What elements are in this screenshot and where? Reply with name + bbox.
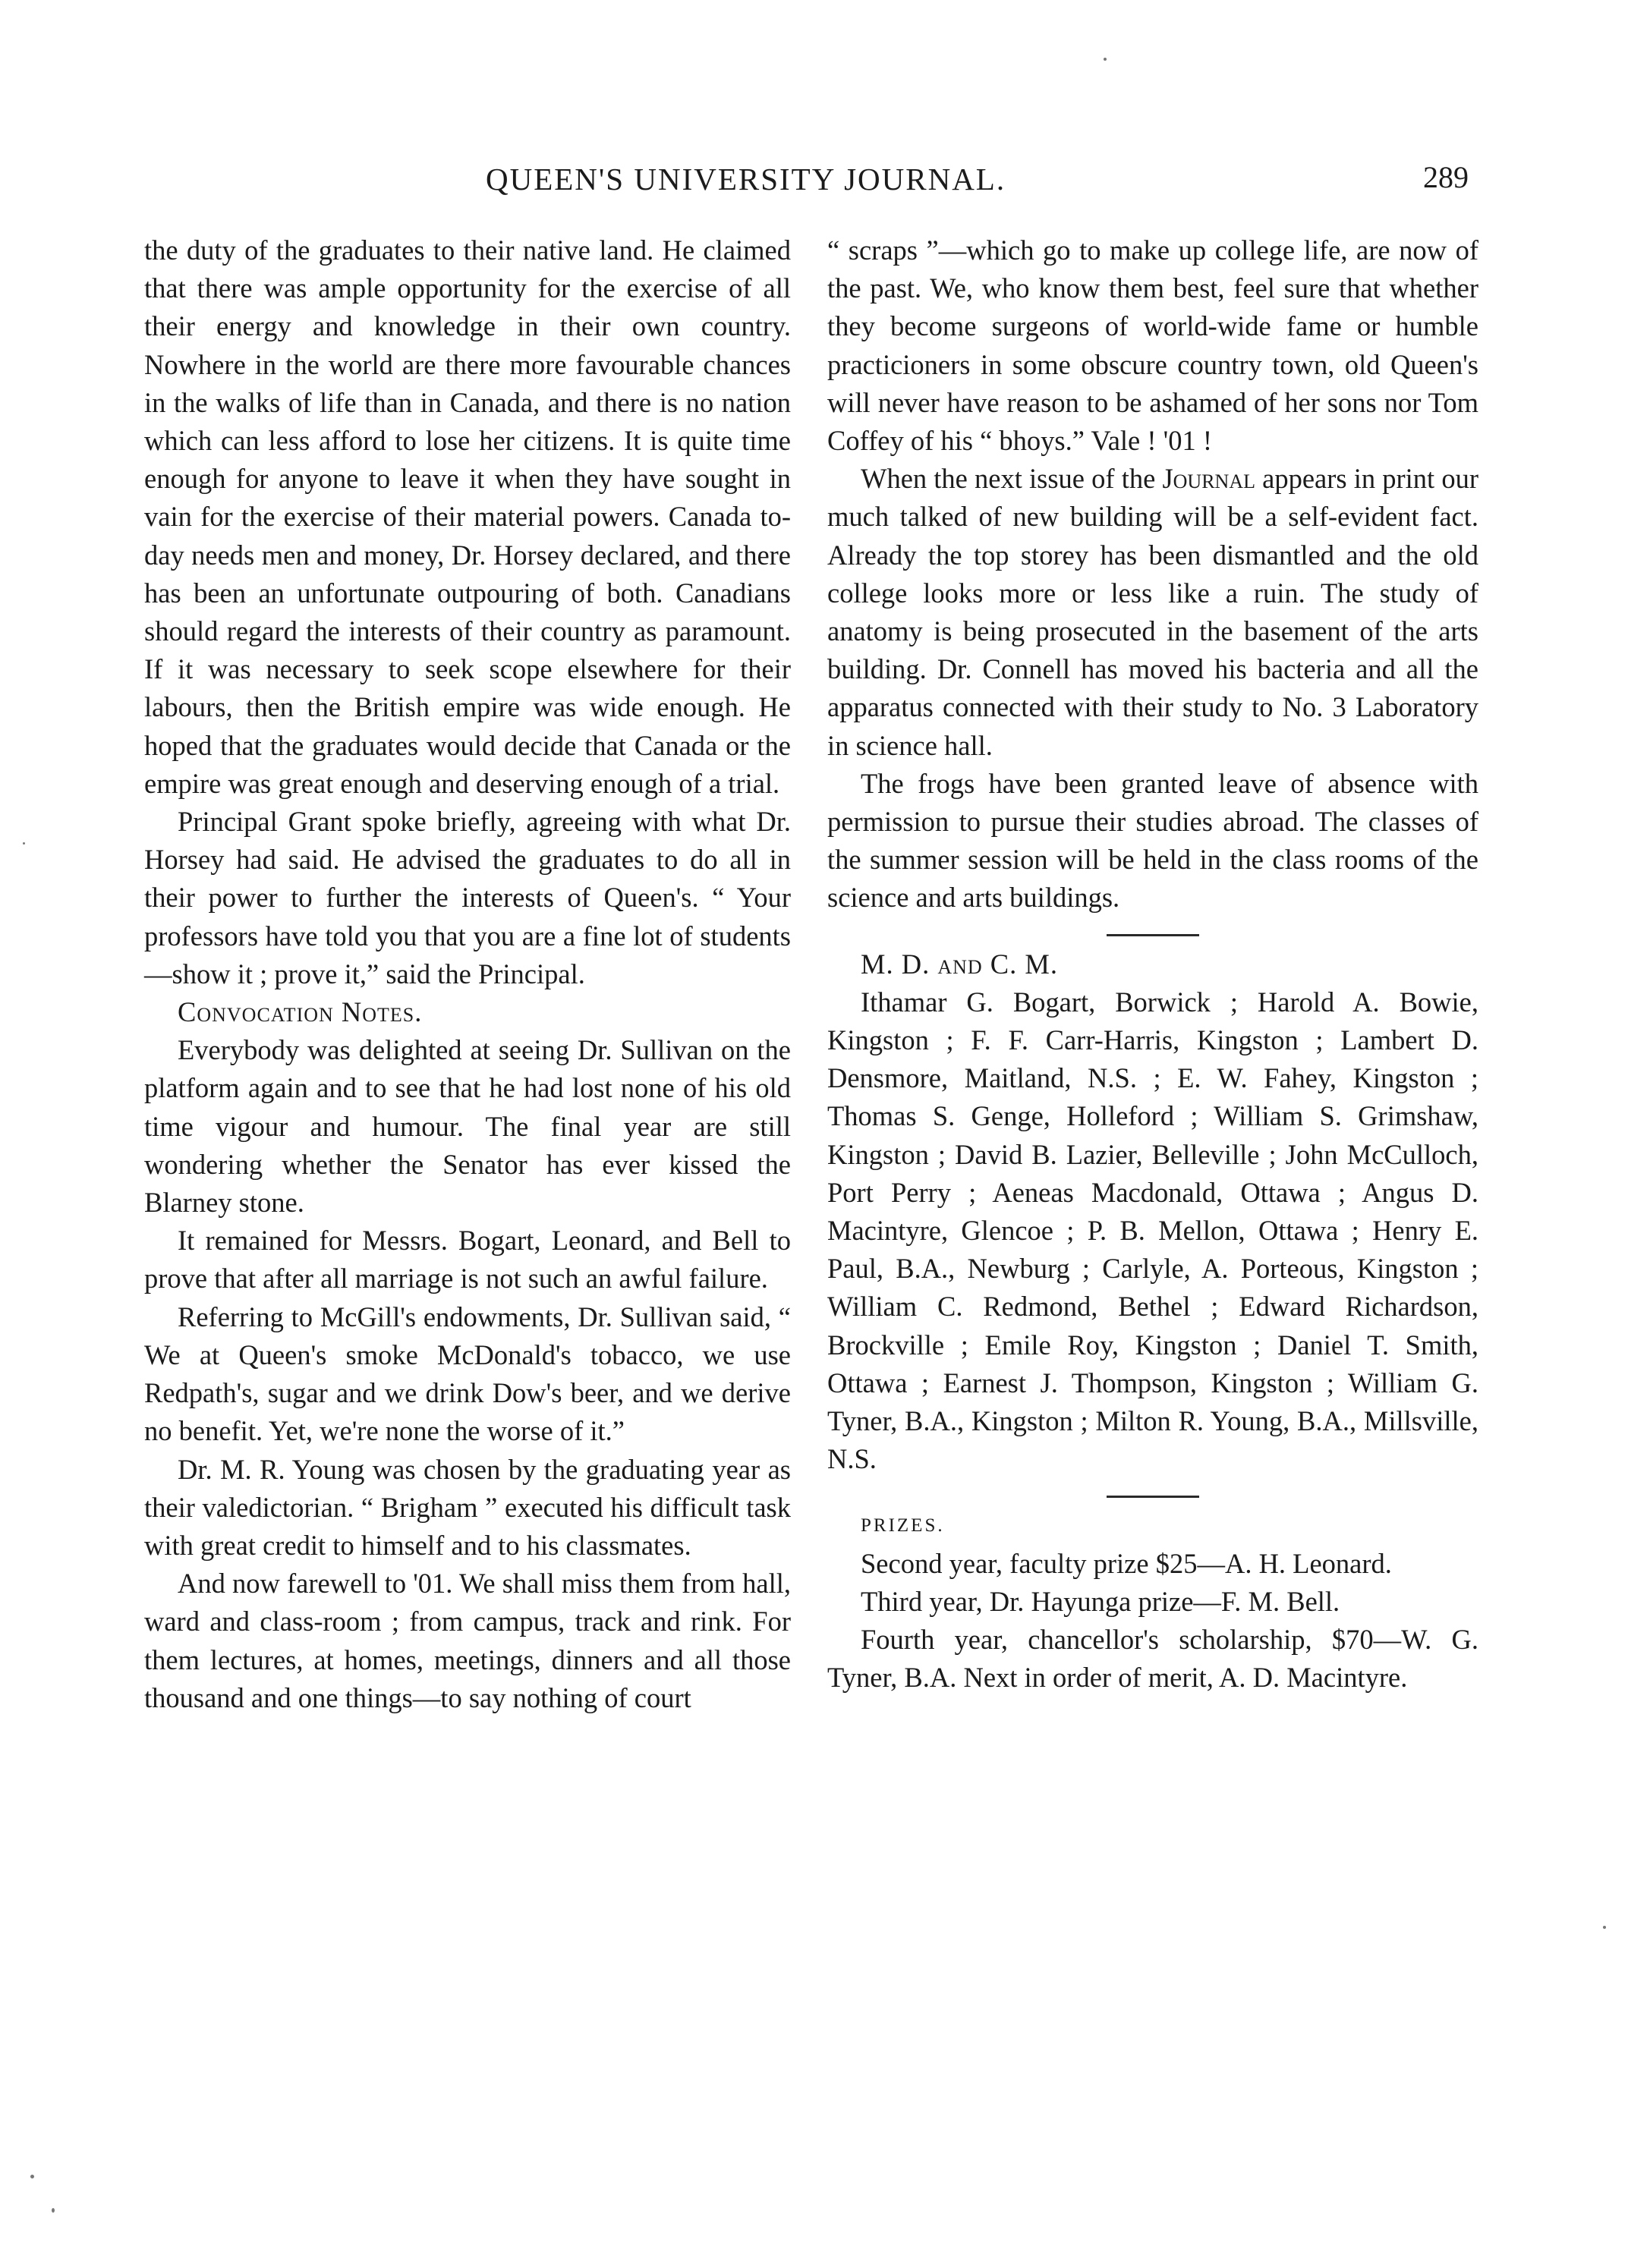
prize-fourth-year: Fourth year, chancellor's scholarship, $70—W. G. Tyner, B.A. Next in order of merit, A. D. Macintyre. (827, 1624, 1478, 1694)
running-head: QUEEN'S UNIVERSITY JOURNAL. (486, 162, 1006, 197)
section-divider (1107, 934, 1199, 936)
prize-third-year: Third year, Dr. Hayunga prize—F. M. Bell. (861, 1585, 1340, 1617)
prize-second-year: Second year, faculty prize $25—A. H. Leonard. (861, 1547, 1392, 1579)
paragraph-sullivan-platform: Everybody was delighted at seeing Dr. Sullivan on the platform again and to see that he had lost none of his old time vigour and humour. The final year are still wondering whether the Senator has ever kissed the Blarney stone. (144, 1034, 791, 1219)
section-divider (1107, 1496, 1199, 1498)
graduates-list: Ithamar G. Bogart, Borwick ; Harold A. Bowie, Kingston ; F. F. Carr-Harris, Kingston ; Lambert D. Densmore, Maitland, N.S. ; E. W. Fahey, Kingston ; Thomas S. Genge, Holleford ; William S. Grimshaw, Kingston ; David B. Lazier, Belleville ; John McCulloch, Port Perry ; Aeneas Macdonald, Ottawa ; Angus D. Macintyre, Glencoe ; P. B. Mellon, Ottawa ; Henry E. Paul, B.A., Newburg ; Carlyle, A. Porteous, Kingston ; William C. Redmond, Bethel ; Edward Richardson, Brockville ; Emile Roy, Kingston ; Daniel T. Smith, Ottawa ; Earnest J. Thompson, Kingston ; William G. Tyner, B.A., Kingston ; Milton R. Young, B.A., Millsville, N.S. (827, 986, 1478, 1475)
paper-speck (1603, 1926, 1606, 1929)
paragraph-principal-grant: Principal Grant spoke briefly, agreeing with what Dr. Horsey had said. He advised the graduates to do all in their power to further the interests of Queen's. “ Your professors have told you that you are a fine lot of students—show it ; prove it,” said the Principal. (144, 806, 791, 989)
paragraph-farewell: And now farewell to '01. We shall miss them from hall, ward and class-room ; from campus, track and rink. For them lectures, at homes, meetings, dinners and all those thousand and one things—to say nothing of court (144, 1568, 791, 1713)
paragraph-frogs: The frogs have been granted leave of absence with permission to pursue their studies abroad. The classes of the summer session will be held in the class rooms of the science and arts buildings. (827, 767, 1478, 914)
paper-speck (52, 2208, 55, 2213)
new-building-text-start: When the next issue of the (861, 463, 1163, 495)
paper-speck (23, 842, 25, 845)
paragraph-scraps: “ scraps ”—which go to make up college life, are now of the past. We, who know them best, feel sure that whether they become surgeons of world-wide fame or humble practicioners in some obscure country town, old Queen's will never have reason to be ashamed of her sons nor Tom Coffey of his “ bhoys.” Vale ! '01 ! (827, 234, 1478, 457)
prizes-heading: PRIZES. (861, 1515, 945, 1536)
paragraph-new-building (827, 460, 1478, 765)
page-number: 289 (1423, 160, 1469, 194)
paper-speck (1104, 58, 1107, 61)
right-column (827, 231, 1478, 1697)
paragraph-valedictorian: Dr. M. R. Young was chosen by the graduating year as their valedictorian. “ Brigham ” executed his difficult task with great credit to himself and to his classmates. (144, 1453, 791, 1561)
convocation-notes-heading: Convocation Notes. (178, 996, 423, 1028)
paper-speck (30, 2175, 34, 2178)
journal-name: Journal (1162, 463, 1255, 495)
left-column (144, 231, 791, 1717)
paragraph-mcgill-endowments: Referring to McGill's endowments, Dr. Sullivan said, “ We at Queen's smoke McDonald's tobacco, we use Redpath's, sugar and we drink Dow's beer, and we derive no benefit. Yet, we're none the worse of it.” (144, 1301, 791, 1447)
paragraph-marriage: It remained for Messrs. Bogart, Leonard, and Bell to prove that after all marriage is not such an awful failure. (144, 1225, 791, 1294)
new-building-text-end: appears in print our much talked of new building will be a self-evident fact. Already the top storey has been dismantled and the old college looks more or less like a ruin. The study of anatomy is being prosecuted in the basement of the arts building. Dr. Connell has moved his bacteria and all the apparatus connected with their study to No. 3 Laboratory in science hall. (827, 463, 1478, 761)
md-cm-heading: M. D. and C. M. (861, 948, 1058, 980)
paragraph-horsey-continued: the duty of the graduates to their native land. He claimed that there was ample opportunity for the exercise of all their energy and knowledge in their own country. Nowhere in the world are there more favourable chances in the walks of life than in Canada, and there is no nation which can less afford to lose her citizens. It is quite time enough for anyone to leave it when they have sought in vain for the exercise of their material powers. Canada to-day needs men and money, Dr. Horsey declared, and there has been an unfortunate outpouring of both. Canadians should regard the interests of their country as paramount. If it was necessary to seek scope elsewhere for their labours, then the British empire was wide enough. He hoped that the graduates would decide that Canada or the empire was great enough and deserving enough of a trial. (144, 234, 791, 799)
